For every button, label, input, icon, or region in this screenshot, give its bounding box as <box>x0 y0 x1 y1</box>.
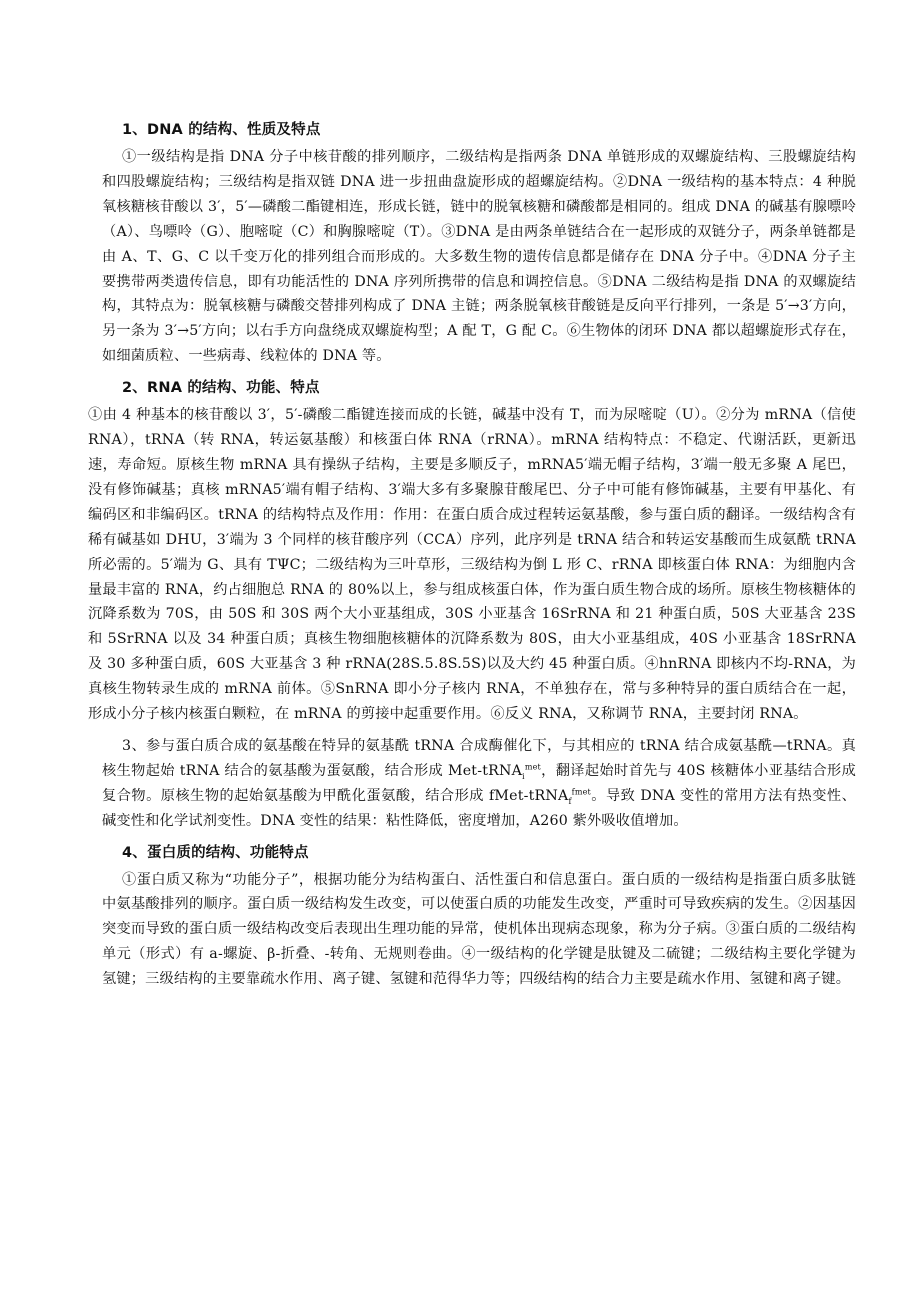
section-heading: 2、RNA 的结构、功能、特点 <box>122 380 320 397</box>
superscript: met <box>524 762 541 772</box>
subscript: i <box>522 771 525 781</box>
subscript: f <box>568 796 572 806</box>
section-body: ①蛋白质又称为“功能分子”，根据功能分为结构蛋白、活性蛋白和信息蛋白。蛋白质的一级结构是指蛋白质多肽链中氨基酸排列的顺序。蛋白质一级结构发生改变，可以使蛋白质的功能发生改变，严重时可导致疾病的发生。②因基因突变而导致的蛋白质一级结构改变后表现出生理功能的异常，使机体出现病态现象，称为分子病。③蛋白质的二级结构单元（形式）有 a-螺旋、β-折叠、-转角、无规则卷曲。④一级结构的化学键是肽键及二硫键；二级结构主要化学键为氢键；三级结构的主要靠疏水作用、离子键、氢键和范得华力等；四级结构的结合力主要是疏水作用、氢键和离子键。 <box>102 871 856 988</box>
section-dna <box>102 118 856 369</box>
section-body: ①由 4 种基本的核苷酸以 3′，5′-磷酸二酯键连接而成的长链，碱基中没有 T，而为尿嘧啶（U）。②分为 mRNA（信使 RNA），tRNA（转 RNA，转运氨基酸）和核蛋白体 RNA（rRNA）。mRNA 结构特点：不稳定、代谢活跃，更新迅速，寿命短。原核生物 mRNA 具有操纵子结构，主要是多顺反子，mRNA5′端无帽子结构，3′端一般无多聚 A 尾巴，没有修饰碱基；真核 mRNA5′端有帽子结构、3′端大多有多聚腺苷酸尾巴、分子中可能有修饰碱基，主要有甲基化、有编码区和非编码区。tRNA 的结构特点及作用：作用：在蛋白质合成过程转运氨基酸，参与蛋白质的翻译。一级结构含有稀有碱基如 DHU，3′端为 3 个同样的核苷酸序列（CCA）序列，此序列是 tRNA 结合和转运安基酸而生成氨酰 tRNA 所必需的。5′端为 G、具有 TΨC；二级结构为三叶草形，三级结构为倒 L 形 C、rRNA 即核蛋白体 RNA：为细胞内含量最丰富的 RNA，约占细胞总 RNA 的 80%以上，参与组成核蛋白体，作为蛋白质生物合成的场所。原核生物核糖体的沉降系数为 70S，由 50S 和 30S 两个大小亚基组成，30S 小亚基含 16SrRNA 和 21 种蛋白质，50S 大亚基含 23S 和 5SrRNA 以及 34 种蛋白质；真核生物细胞核糖体的沉降系数为 80S，由大小亚基组成，40S 小亚基含 18SrRNA 及 30 多种蛋白质，60S 大亚基含 3 种 rRNA(28S.5.8S.5S)以及大约 45 种蛋白质。④hnRNA 即核内不均-RNA，为真核生物转录生成的 mRNA 前体。⑤SnRNA 即小分子核内 RNA，不单独存在，常与多种特异的蛋白质结合在一起，形成小分子核内核蛋白颗粒，在 mRNA 的剪接中起重要作用。⑥反义 RNA，又称调节 RNA，主要封闭 RNA。 <box>88 407 856 723</box>
body-text: ，翻译起始时首先与 40S 核糖体小亚基结合形成复合物。原核生物的起始氨基酸为甲酰化蛋氨酸，结合形成 fMet-tRNA <box>102 762 856 804</box>
body-text: 。导致 DNA 变性的常用方法有热变性、碱变性和化学试剂变性。DNA 变性的结果：粘性降低，密度增加，A260 紫外吸收值增加。 <box>102 787 856 829</box>
section-rna <box>88 376 856 727</box>
section-heading: 1、DNA 的结构、性质及特点 <box>122 122 321 138</box>
document-page <box>88 118 856 999</box>
body-text: 3、参与蛋白质合成的氨基酸在特异的氨基酰 tRNA 合成酶催化下，与其相应的 tRNA 结合成氨基酰—tRNA。真核生物起始 tRNA 结合的氨基酸为蛋氨酸，结合形成 Met-tRNA <box>102 737 856 779</box>
superscript: fmet <box>571 787 591 797</box>
section-aminoacyl-trna <box>102 734 856 834</box>
section-body: ①一级结构是指 DNA 分子中核苷酸的排列顺序，二级结构是指两条 DNA 单链形成的双螺旋结构、三股螺旋结构和四股螺旋结构；三级结构是指双链 DNA 进一步扭曲盘旋形成的超螺旋结构。②DNA 一级结构的基本特点：4 种脱氧核糖核苷酸以 3′，5′—磷酸二酯键相连，形成长链，链中的脱氧核糖和磷酸都是相同的。组成 DNA 的碱基有腺嘌呤（A）、鸟嘌呤（G）、胞嘧啶（C）和胸腺嘧啶（T）。③DNA 是由两条单链结合在一起形成的双链分子，两条单链都是由 A、T、G、C 以千变万化的排列组合而形成的。大多数生物的遗传信息都是储存在 DNA 分子中。④DNA 分子主要携带两类遗传信息，即有功能活性的 DNA 序列所携带的信息和调控信息。⑤DNA 二级结构是指 DNA 的双螺旋结构，其特点为：脱氧核糖与磷酸交替排列构成了 DNA 主链；两条脱氧核苷酸链是反向平行排列，一条是 5′→3′方向，另一条为 3′→5′方向；以右手方向盘绕成双螺旋构型；A 配 T，G 配 C。⑥生物体的闭环 DNA 都以超螺旋形式存在，如细菌质粒、一些病毒、线粒体的 DNA 等。 <box>102 149 856 365</box>
section-body <box>102 734 856 834</box>
section-heading: 4、蛋白质的结构、功能特点 <box>122 844 309 861</box>
section-protein <box>102 841 856 993</box>
